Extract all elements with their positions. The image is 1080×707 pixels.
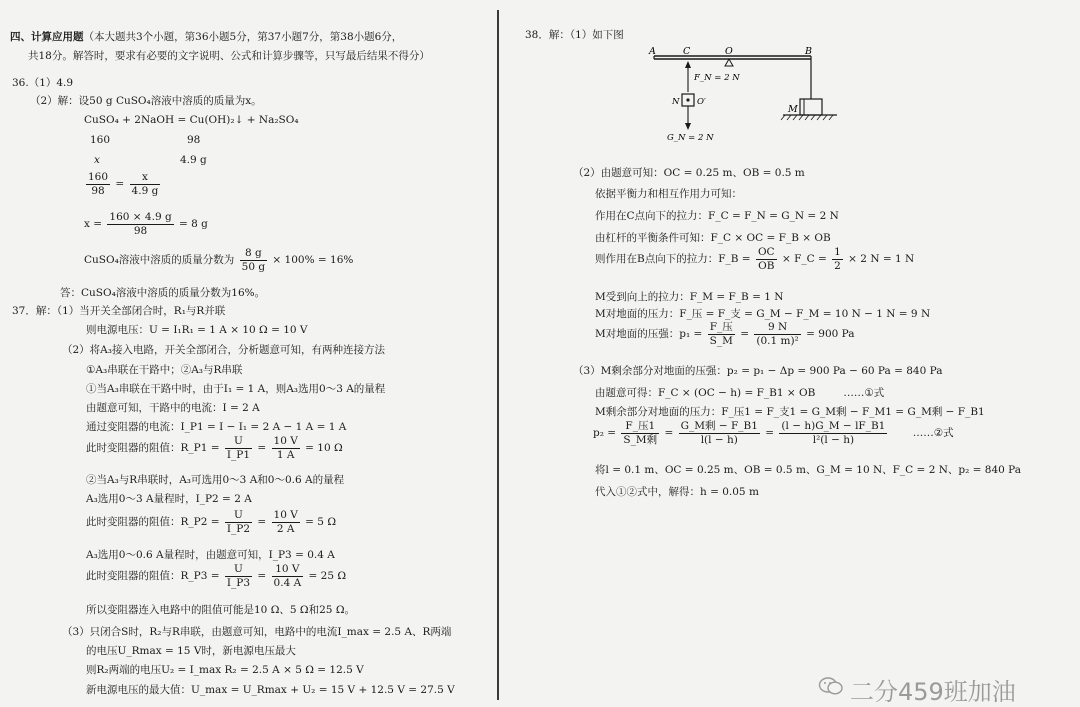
q37-case2: ②当A₃与R串联时，A₃可选用0～3 A和0～0.6 A的量程 xyxy=(86,474,345,486)
q37-rp3: 此时变阻器的阻值：R_P3 = $\frac{U}{I\_P3}$ = $\frac{10 V}{0.4 A}$ = 25 Ω xyxy=(86,563,347,589)
q38-p2-formula: p₂ = $\frac{\text{F\_压1}}{\text{S\_M剩}}$ = $\frac{\text{G\_M剩 − F\_B1}}{l(l - h)}$ = $\frac{(l - h)G\_M - lF\_B1}{\text{l²(l − h)}}$ ……②式 xyxy=(593,420,954,446)
q37-part1: 37．解：（1）当开关全部闭合时，R₁与R并联 xyxy=(12,305,226,317)
ground-hatch xyxy=(781,115,833,120)
q38-part2-line1: （2）由题意可知：OC = 0.25 m、OB = 0.5 m xyxy=(573,167,805,179)
block-m xyxy=(800,99,822,115)
q37-part2-intro: （2）将A₃接入电路，开关全部闭合，分析题意可知，有两种连接方法 xyxy=(62,344,385,356)
lever-diagram xyxy=(639,44,879,144)
q36-ratio: $\frac{160}{98}$ = $\frac{x}{4.9 g}$ xyxy=(88,171,159,197)
section-heading xyxy=(10,32,402,43)
q37-case2-06a: A₃选用0～0.6 A量程时，由题意可知，I_P3 = 0.4 A xyxy=(86,549,335,561)
q37-case1-varistor-current: 通过变阻器的电流：I_P1 = I − I₁ = 2 A − 1 A = 1 A xyxy=(86,421,347,433)
q37-case1: ①当A₃串联在干路中时，由于I₁ = 1 A，则A₃选用0～3 A的量程 xyxy=(86,383,386,395)
q38-part3-line2: 由题意可得：F_C × (OC − h) = F_B1 × OB ……①式 xyxy=(595,387,885,399)
q38-part3-line1: （3）M剩余部分对地面的压强：p₂ = p₁ − Δp = 900 Pa − 60 Pa = 840 Pa xyxy=(573,365,943,377)
q38-part2-line6: M对地面的压力：F_压 = F_支 = G_M − F_M = 10 N − 1 N = 9 N xyxy=(595,308,931,320)
q38-p1: M对地面的压强：p₁ = $\frac{\text{F\_压}}{S\_M}$ = $\frac{9 N}{\text{(0.1 m)²}}$ = 900 Pa xyxy=(595,321,855,347)
q38-part3-line3: M剩余部分对地面的压力：F_压1 = F_支1 = G_M剩 − F_M1 = G_M剩 − F_B1 xyxy=(595,406,985,418)
label-a: A xyxy=(649,46,656,57)
q38-part2-line4: 由杠杆的平衡条件可知：F_C × OC = F_B × OB xyxy=(595,232,831,244)
label-fn: F_N = 2 N xyxy=(694,73,740,83)
q36-mass-4.9g: 4.9 g xyxy=(180,154,207,166)
section-description-line1: （本大题共3个小题，第36小题5分，第37小题7分，第38小题6分， xyxy=(83,31,403,43)
q36-ratio-frac2: $\frac{x}{4.9 g}$ xyxy=(131,171,159,197)
q36-solve-x: x = $\frac{160 \times 4.9 g}{98}$ = 8 g xyxy=(84,211,208,237)
q37-rp2: 此时变阻器的阻值：R_P2 = $\frac{U}{I\_P2}$ = $\frac{10 V}{2 A}$ = 5 Ω xyxy=(86,509,337,535)
label-m: M xyxy=(788,104,798,115)
q36-ratio-frac1: $\frac{160}{98}$ xyxy=(88,171,109,197)
q37-part1-voltage: 则电源电压：U = I₁R₁ = 1 A × 10 Ω = 10 V xyxy=(86,324,308,336)
section-description-line2: 共18分。解答时，要求有必要的文字说明、公式和计算步骤等，只写最后结果不得分） xyxy=(28,50,430,62)
q37-part3c: 则R₂两端的电压U₂ = I_max R₂ = 2.5 A × 5 Ω = 12.5 V xyxy=(86,664,364,676)
label-b: B xyxy=(805,46,812,57)
label-oprime: O′ xyxy=(697,97,706,107)
q36-molar-160: 160 xyxy=(90,134,111,146)
force-gn-arrowhead xyxy=(685,123,691,130)
label-gn: G_N = 2 N xyxy=(667,133,714,143)
section-title: 四、计算应用题 xyxy=(10,31,84,43)
q37-part2-options: ①A₃串联在干路中；②A₃与R串联 xyxy=(86,364,243,376)
label-n: N xyxy=(672,97,680,107)
q38-heading: 38．解：（1）如下图 xyxy=(525,29,624,41)
q37-part3a: （3）只闭合S时，R₂与R串联，由题意可知，电路中的电流I_max = 2.5 A、R两端 xyxy=(62,626,452,638)
q37-rp1: 此时变阻器的阻值：R_P1 = $\frac{U}{I\_P1}$ = $\frac{10 V}{1 A}$ = 10 Ω xyxy=(86,435,343,461)
q37-case2-3a: A₃选用0～3 A量程时，I_P2 = 2 A xyxy=(86,493,252,505)
q36-mass-fraction: CuSO₄溶液中溶质的质量分数为 $\frac{8 g}{50 g}$ × 100% = 16% xyxy=(84,247,354,273)
label-o: O xyxy=(725,46,733,57)
q38-part2-line3: 作用在C点向下的拉力：F_C = F_N = G_N = 2 N xyxy=(595,210,839,222)
q37-case1-current: 由题意可知，干路中的电流：I = 2 A xyxy=(86,402,260,414)
label-c: C xyxy=(683,46,691,57)
q38-part3-line5: 代入①②式中，解得：h = 0.05 m xyxy=(595,486,759,498)
q37-part3d: 新电源电压的最大值：U_max = U_Rmax + U₂ = 15 V + 12.5 V = 27.5 V xyxy=(86,684,455,696)
q36-answer: 答：CuSO₄溶液中溶质的质量分数为16%。 xyxy=(60,287,266,299)
q37-part2-conclusion: 所以变阻器连入电路中的阻值可能是10 Ω、5 Ω和25 Ω。 xyxy=(86,604,356,616)
force-fn-arrowhead xyxy=(685,61,691,68)
q38-part3-line4: 将l = 0.1 m、OC = 0.25 m、OB = 0.5 m、G_M = 10 N、F_C = 2 N、p₂ = 840 Pa xyxy=(595,464,1022,476)
q36-equation: CuSO₄ + 2NaOH = Cu(OH)₂↓ + Na₂SO₄ xyxy=(84,114,299,126)
fulcrum-triangle xyxy=(725,59,733,66)
q36-unknown-x: x xyxy=(94,154,100,166)
block-n-center xyxy=(686,98,689,101)
q36-part1: 36.（1）4.9 xyxy=(12,77,74,89)
q38-fb: 则作用在B点向下的拉力：F_B = $\frac{OC}{OB}$ × F_C = $\frac{1}{2}$ × 2 N = 1 N xyxy=(595,246,915,272)
q36-part2-intro: （2）解：设50 g CuSO₄溶液中溶质的质量为x。 xyxy=(30,95,262,107)
wechat-logo-icon xyxy=(818,676,844,696)
column-divider xyxy=(497,10,499,700)
watermark-text: 二分459班加油 xyxy=(850,678,1016,706)
q37-part3b: 的电压U_Rmax = 15 V时，新电源电压最大 xyxy=(86,645,296,657)
q36-molar-98: 98 xyxy=(187,134,201,146)
q38-part2-line2: 依据平衡力和相互作用力可知： xyxy=(595,188,742,200)
q38-part2-line5: M受到向上的拉力：F_M = F_B = 1 N xyxy=(595,291,784,303)
